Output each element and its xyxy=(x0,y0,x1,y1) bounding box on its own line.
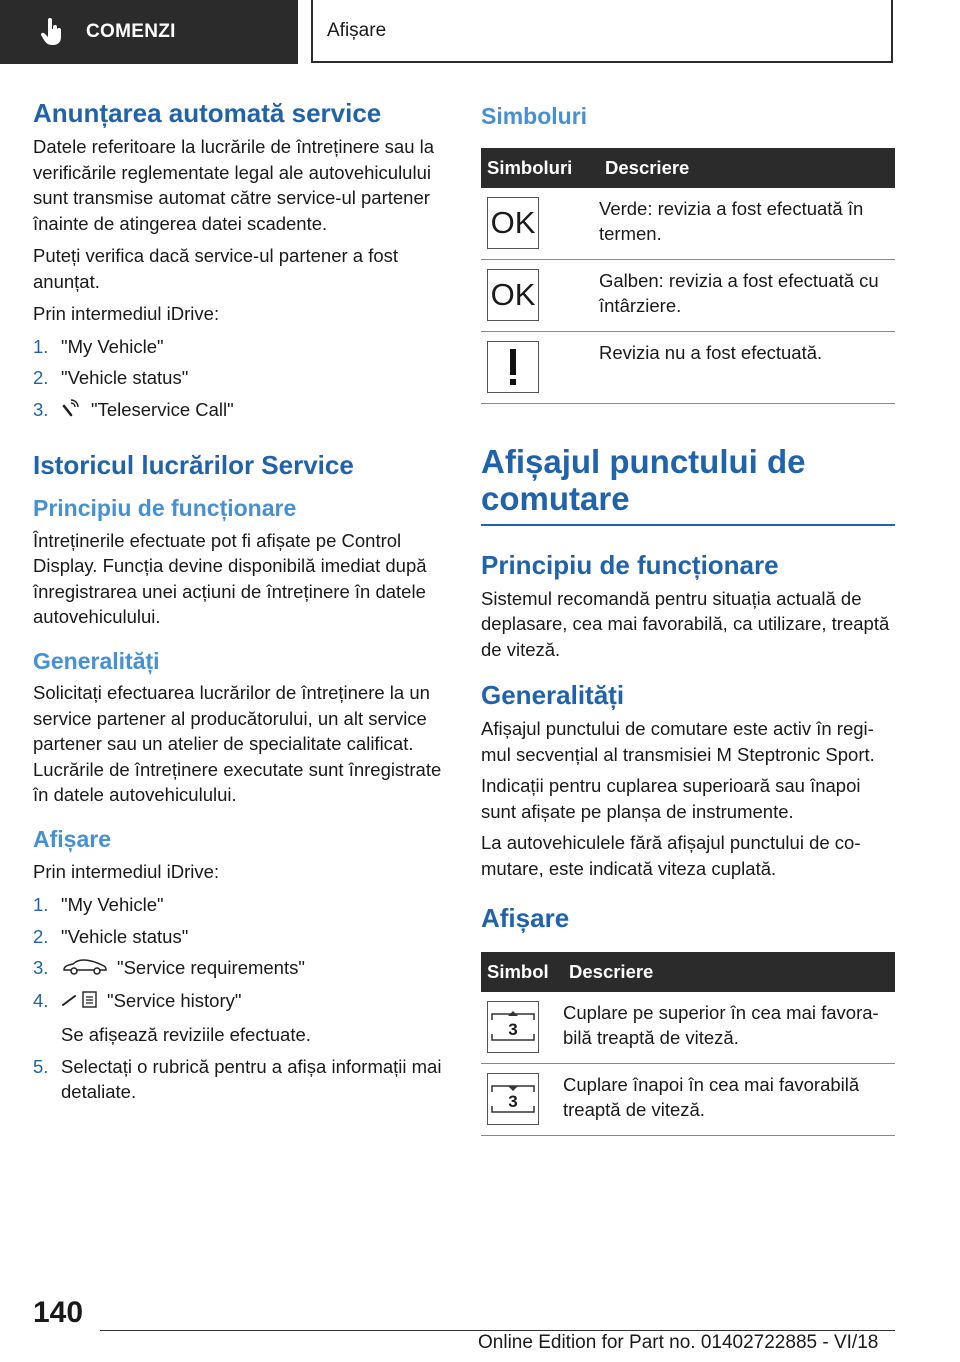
paragraph: Prin intermediul iDrive: xyxy=(33,303,220,325)
list-item: 2. "Vehicle status" xyxy=(33,367,189,389)
symbols-table xyxy=(481,148,895,404)
paragraph: Prin intermediul iDrive: xyxy=(33,860,220,882)
table-row xyxy=(481,259,895,331)
table-cell: Verde: revizia a fost efectuată în termen. xyxy=(599,188,895,260)
section-title: Afișare xyxy=(327,19,387,41)
paragraph: Sistemul recomandă pentru situația actuală de deplasare, cea mai favorabilă, ca utilizare, treaptă de viteză. xyxy=(481,587,890,660)
table-row xyxy=(481,188,895,260)
table-cell: Cuplare pe superior în cea mai favorabilă treaptă de viteză. xyxy=(563,992,895,1064)
right-column xyxy=(481,98,895,1136)
left-column xyxy=(33,98,443,1105)
table-header-row xyxy=(481,952,895,992)
ok-yellow-icon: OK xyxy=(487,269,539,321)
paragraph: Puteți verifica dacă service-ul partener a fost anunțat. xyxy=(33,245,399,292)
service-history-icon xyxy=(61,989,99,1016)
list-item: 1. "My Vehicle" xyxy=(33,894,164,916)
chapter-tab-label: COMENZI xyxy=(86,21,176,42)
paragraph: Afișajul punctului de comutare este activ în regimul secvențial al transmisiei M Steptronic Sport. xyxy=(481,718,875,765)
heading-shift-point-display: Afișajul punctului de comutare xyxy=(481,442,806,517)
paragraph: La autovehiculele fără afișajul punctului de comutare, este indicată viteza cuplată. xyxy=(481,832,861,879)
teleservice-icon xyxy=(61,398,83,425)
list-item: 3. "Service requirements" xyxy=(33,955,443,982)
table-cell: Galben: revizia a fost efectuată cu întârziere. xyxy=(599,259,895,331)
paragraph: Datele referitoare la lucrările de întreținere sau la verificările reglementate legal ale autovehiculului sunt transmise automat către service-ul partener înainte de atingerea datei scadente. xyxy=(33,136,435,234)
ok-green-icon: OK xyxy=(487,197,539,249)
page-number: 140 xyxy=(33,1296,84,1329)
heading-principle: Principiu de funcționare xyxy=(33,495,297,522)
heading-rule xyxy=(481,524,895,526)
table-header-row xyxy=(481,148,895,188)
paragraph: Indicații pentru cuplarea superioară sau înapoi sunt afișate pe planșa de instrumente. xyxy=(481,775,861,822)
heading-display: Afișare xyxy=(481,903,570,934)
column-header: Descriere xyxy=(563,952,895,992)
list-item: 3. "Teleservice Call" xyxy=(33,397,443,424)
heading-principle: Principiu de funcționare xyxy=(481,549,779,580)
steps-list xyxy=(33,892,443,1105)
table-cell: Cuplare înapoi în cea mai favorabilă treaptă de viteză. xyxy=(563,1063,895,1135)
chapter-tab[interactable] xyxy=(0,0,298,64)
heading-automatic-service-notice: Anunțarea automată service xyxy=(33,98,382,128)
footer-rule xyxy=(100,1330,895,1331)
heading-general: Generalități xyxy=(33,647,160,674)
heading-general: Generalități xyxy=(481,680,625,711)
column-header: Simbol xyxy=(481,952,563,992)
heading-display: Afișare xyxy=(33,825,111,852)
edition-note: Online Edition for Part no. 01402722885 - VI/18 xyxy=(478,1332,879,1353)
list-item: 2. "Vehicle status" xyxy=(33,925,189,947)
list-item: 5. Selectați o rubrică pentru a afișa informații mai detaliate. xyxy=(33,1055,442,1103)
column-header: Descriere xyxy=(599,148,895,188)
table-row xyxy=(481,331,895,403)
table-cell: Revizia nu a fost efectuată. xyxy=(599,331,895,403)
heading-symbols: Simboluri xyxy=(481,103,588,129)
touch-hand-icon xyxy=(40,18,64,46)
table-row xyxy=(481,1063,895,1135)
section-header xyxy=(311,0,893,63)
steps-list xyxy=(33,334,443,424)
exclamation-icon xyxy=(487,341,539,393)
upshift-icon: 3 xyxy=(487,1001,539,1053)
shift-symbols-table xyxy=(481,952,895,1136)
downshift-icon: 3 xyxy=(487,1073,539,1125)
table-row xyxy=(481,992,895,1064)
car-icon xyxy=(61,956,109,982)
paragraph: Întreținerile efectuate pot fi afișate pe Control Display. Funcția devine disponibilă imediat după înregistrarea unei acțiuni de întreținere în datele autovehiculului. xyxy=(33,529,427,628)
list-item: 4. "Service history" Se afișează reviziile efectuate. xyxy=(33,988,443,1048)
list-item: 1. "My Vehicle" xyxy=(33,335,164,357)
paragraph: Solicitați efectuarea lucrărilor de întreținere la un service partener al producătorului, un alt service partener sau un atelier de specialitate calificat. Lucrările de întreținere executate sunt înregistrate în datele autovehiculului. xyxy=(33,682,442,806)
list-item-note: Se afișează reviziile efectuate. xyxy=(61,1024,311,1046)
column-header: Simboluri xyxy=(481,148,599,188)
heading-service-history: Istoricul lucrărilor Service xyxy=(33,450,354,481)
